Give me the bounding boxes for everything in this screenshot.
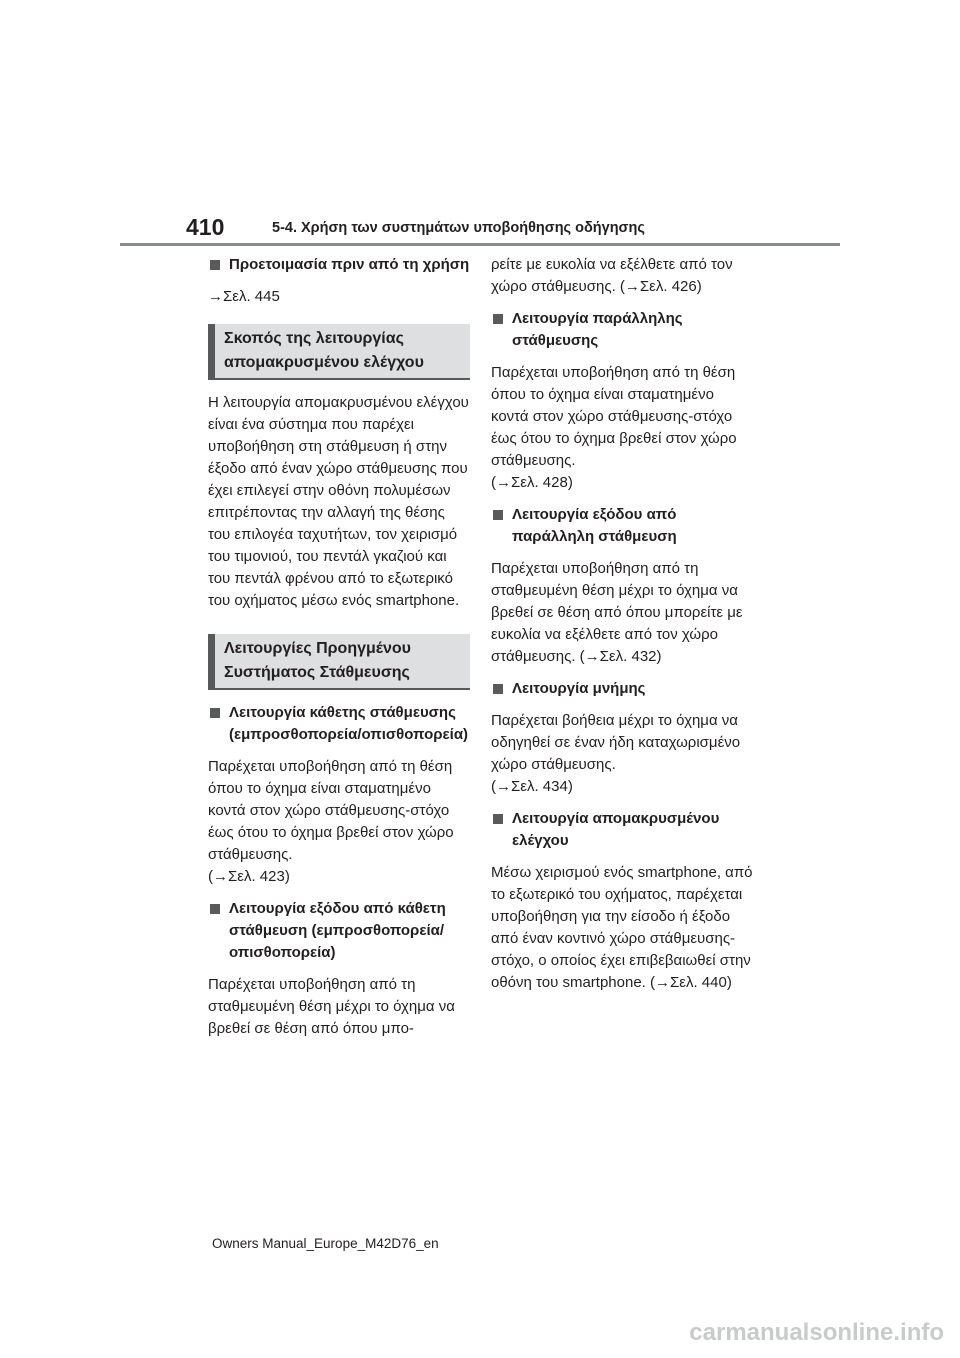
page-reference: (→Σελ. 428)	[491, 474, 573, 491]
square-bullet-icon	[493, 684, 503, 694]
page-reference: (→Σελ. 423)	[208, 868, 290, 885]
subheading-exit-parallel: Λειτουργία εξόδου από παράλληλη στάθμευση	[491, 504, 753, 548]
paragraph-memory: Παρέχεται βοήθεια μέχρι το όχημα να οδηγηθεί σε έναν ήδη καταχωρισμένο χώρο στάθμευσης. (→Σελ. 434)	[491, 710, 753, 798]
page-reference: (→Σελ. 434)	[491, 778, 573, 795]
paragraph-exit-perpendicular: Παρέχεται υποβοήθηση από τη σταθμευμένη θέση μέχρι το όχημα να βρεθεί σε θέση από όπου μπο-	[208, 976, 455, 1037]
watermark: carmanualsonline.info	[689, 1319, 944, 1346]
square-bullet-icon	[493, 510, 503, 520]
subheading-preparation: Προετοιμασία πριν από τη χρήση	[208, 254, 470, 276]
paragraph-exit-parallel: Παρέχεται υποβοήθηση από τη σταθμευμένη θέση μέχρι το όχημα να βρεθεί σε θέση από όπου μπορείτε με ευκολία να εξέλθετε από τον χώρο στάθμευσης. (→Σελ. 432)	[491, 560, 743, 665]
paragraph-remote: Μέσω χειρισμού ενός smartphone, από το εξωτερικό του οχήματος, παρέχεται υποβοήθηση για την είσοδο ή έξοδο από έναν κοντινό χώρο στάθμευσης-στόχο, ο οποίος έχει επιβεβαιωθεί στην οθόνη του smartphone. (→Σελ. 440)	[491, 864, 753, 991]
square-bullet-icon	[493, 814, 503, 824]
square-bullet-icon	[210, 260, 220, 270]
square-bullet-icon	[210, 708, 220, 718]
header-rule	[120, 243, 840, 246]
section-box-functions: Λειτουργίες Προηγμένου Συστήματος Στάθμευσης	[208, 634, 470, 690]
left-column	[208, 254, 470, 1050]
page-reference: →Σελ. 445	[208, 288, 280, 305]
subheading-memory: Λειτουργία μνήμης	[491, 678, 753, 700]
paragraph-exit-perpendicular-cont: ρείτε με ευκολία να εξέλθετε από τον χώρο στάθμευσης. (→Σελ. 426)	[491, 256, 733, 295]
page-header	[120, 212, 840, 246]
subheading-parallel: Λειτουργία παράλληλης στάθμευσης	[491, 308, 753, 352]
section-title: 5-4. Χρήση των συστημάτων υποβοήθησης οδήγησης	[272, 220, 645, 236]
paragraph-purpose: Η λειτουργία απομακρυσμένου ελέγχου είναι ένα σύστημα που παρέχει υποβοήθηση στη στάθμευση ή στην έξοδο από έναν χώρο στάθμευσης που έχει επιλεγεί στην οθόνη πολυμέσων επιτρέποντας την αλλαγή της θέσης του επιλογέα ταχυτήτων, τον χειρισμό του τιμονιού, του πεντάλ γκαζιού και του πεντάλ φρένου από το εξωτερικό του οχήματος μέσω ενός smartphone.	[208, 394, 469, 609]
subheading-remote: Λειτουργία απομακρυσμένου ελέγχου	[491, 808, 753, 852]
subheading-perpendicular: Λειτουργία κάθετης στάθμευσης (εμπροσθοπορεία/οπισθοπορεία)	[208, 702, 470, 746]
manual-id: Owners Manual_Europe_M42D76_en	[212, 1236, 439, 1251]
paragraph-perpendicular: Παρέχεται υποβοήθηση από τη θέση όπου το όχημα είναι σταματημένο κοντά στον χώρο στάθμευσης-στόχο έως ότου το όχημα βρεθεί στον χώρο στάθμευσης. (→Σελ. 423)	[208, 756, 470, 888]
subheading-exit-perpendicular: Λειτουργία εξόδου από κάθετη στάθμευση (εμπροσθοπορεία/οπισθοπορεία)	[208, 898, 470, 964]
paragraph-parallel: Παρέχεται υποβοήθηση από τη θέση όπου το όχημα είναι σταματημένο κοντά στον χώρο στάθμευσης-στόχο έως ότου το όχημα βρεθεί στον χώρο στάθμευσης. (→Σελ. 428)	[491, 362, 753, 494]
section-box-purpose: Σκοπός της λειτουργίας απομακρυσμένου ελέγχου	[208, 324, 470, 380]
page-number: 410	[186, 214, 225, 240]
right-column	[491, 254, 753, 1004]
square-bullet-icon	[210, 904, 220, 914]
square-bullet-icon	[493, 314, 503, 324]
